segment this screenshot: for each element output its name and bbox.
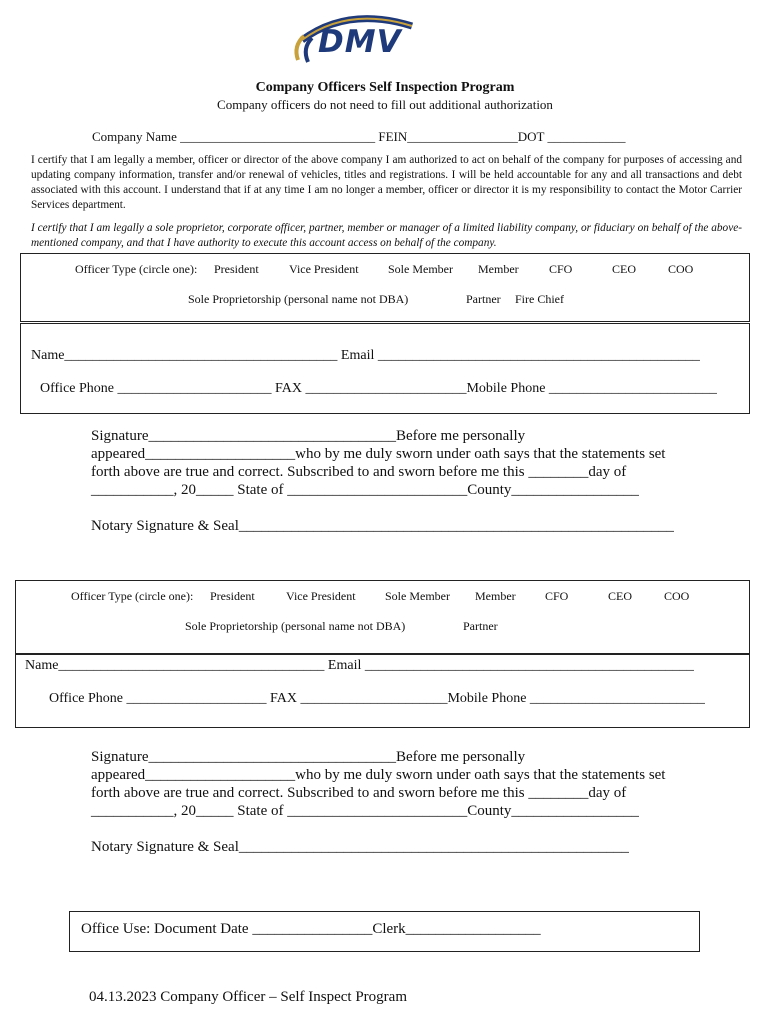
certify-paragraph-1: I certify that I am legally a member, officer or director of the above company I am authorized to act on behalf of the company for purposes of accessing and updating company information, transfer and/or renewal of vehicles, titles and registrations. I will be held accountable for any and all transactions and debt associated with this account. I understand that if at any time I am no longer a member, officer or director it is my responsibility to contact the Motor Carrier Services department. [31, 154, 742, 211]
notary-line-1[interactable]: Notary Signature & Seal__________________________________________________________ [91, 518, 674, 534]
footer-text: 04.13.2023 Company Officer – Self Inspect Program [89, 989, 407, 1005]
type-partner-1[interactable]: Partner [466, 292, 501, 306]
signature-line-2a[interactable]: Signature_________________________________Before me personally [91, 749, 526, 765]
type-vice-president-1[interactable]: Vice President [289, 262, 359, 276]
office-use-line[interactable]: Office Use: Document Date ________________Clerk__________________ [81, 921, 541, 937]
signature-line-2c[interactable]: forth above are true and correct. Subscribed to and sworn before me this ________day of [91, 785, 627, 801]
type-president-2[interactable]: President [210, 589, 255, 603]
officer-type-label-2: Officer Type (circle one): [71, 589, 194, 603]
type-sole-member-2[interactable]: Sole Member [385, 589, 450, 603]
type-sole-member-1[interactable]: Sole Member [388, 262, 453, 276]
name-email-line-1[interactable]: Name_______________________________________ Email ______________________________________________ [31, 348, 700, 363]
type-cfo-2[interactable]: CFO [545, 589, 569, 603]
type-ceo-2[interactable]: CEO [608, 589, 632, 603]
signature-line-1b[interactable]: appeared____________________who by me duly sworn under oath says that the statements set [91, 446, 666, 462]
type-cfo-1[interactable]: CFO [549, 262, 573, 276]
signature-line-2b[interactable]: appeared____________________who by me duly sworn under oath says that the statements set [91, 767, 666, 783]
type-president-1[interactable]: President [214, 262, 259, 276]
type-member-1[interactable]: Member [478, 262, 519, 276]
type-coo-2[interactable]: COO [664, 589, 690, 603]
signature-line-2d[interactable]: ___________, 20_____ State of ________________________County_________________ [91, 803, 639, 819]
form-subtitle: Company officers do not need to fill out additional authorization [217, 97, 553, 112]
notary-line-2[interactable]: Notary Signature & Seal____________________________________________________ [91, 839, 629, 855]
signature-line-1c[interactable]: forth above are true and correct. Subscribed to and sworn before me this ________day of [91, 464, 627, 480]
form-title: Company Officers Self Inspection Program [255, 80, 515, 95]
type-sole-prop-2[interactable]: Sole Proprietorship (personal name not DBA) [185, 619, 406, 633]
phone-line-1[interactable]: Office Phone ______________________ FAX _______________________Mobile Phone ________________________ [40, 381, 717, 396]
dmv-logo [288, 10, 422, 64]
type-partner-2[interactable]: Partner [463, 619, 498, 633]
name-email-line-2[interactable]: Name______________________________________ Email _______________________________________________ [25, 658, 694, 673]
logo-text: DMV [318, 24, 402, 60]
certify-paragraph-2: I certify that I am legally a sole proprietor, corporate officer, partner, member or manager of a limited liability company, or fiduciary on behalf of the above-mentioned company, and that I have authority to execute this account access on behalf of the company. [31, 222, 742, 249]
type-member-2[interactable]: Member [475, 589, 516, 603]
signature-line-1d[interactable]: ___________, 20_____ State of ________________________County_________________ [91, 482, 639, 498]
officer-type-label-1: Officer Type (circle one): [75, 262, 198, 276]
type-vice-president-2[interactable]: Vice President [286, 589, 356, 603]
contact-box-1 [20, 323, 750, 414]
type-sole-prop-1[interactable]: Sole Proprietorship (personal name not DBA) [188, 292, 409, 306]
type-coo-1[interactable]: COO [668, 262, 694, 276]
company-line[interactable]: Company Name ______________________________ FEIN_________________DOT ____________ [92, 129, 626, 144]
phone-line-2[interactable]: Office Phone ____________________ FAX _____________________Mobile Phone _________________________ [49, 691, 705, 706]
type-ceo-1[interactable]: CEO [612, 262, 636, 276]
type-fire-chief-1[interactable]: Fire Chief [515, 292, 564, 306]
signature-line-1a[interactable]: Signature_________________________________Before me personally [91, 428, 526, 444]
